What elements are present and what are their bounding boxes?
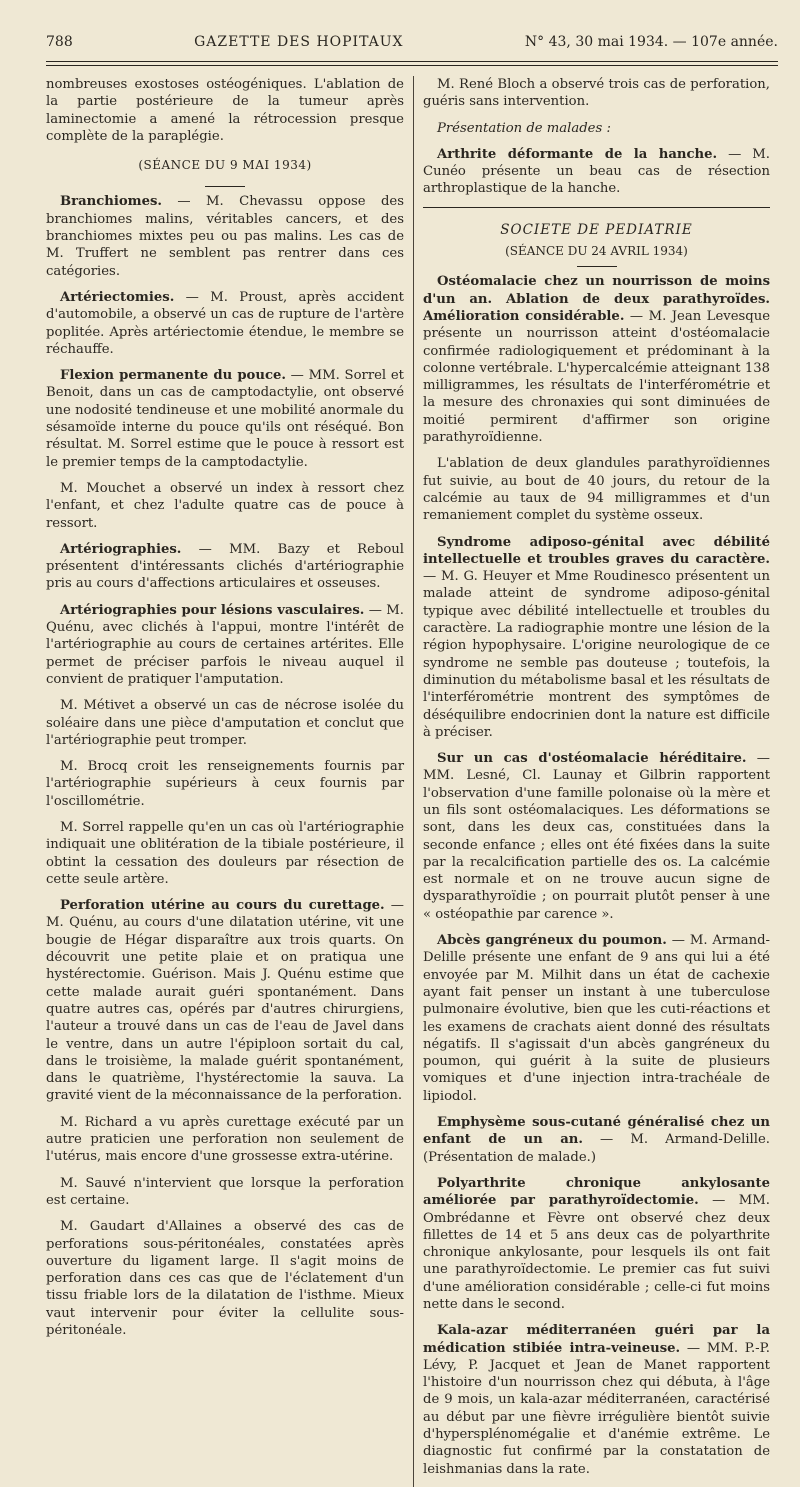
right-column xyxy=(413,76,770,1487)
paragraph-heading: Perforation utérine au cours du curettage. xyxy=(60,898,385,914)
paragraph-heading: Syndrome adiposo-génital avec débilité intellectuelle et troubles graves du caractère. xyxy=(423,534,770,567)
paragraph-text: — MM. Ombrédanne et Fèvre ont observé chez deux fillettes de 14 et 5 ans deux cas de polyarthrite chronique ankylosante, pour lesquels ils ont fait une parathyroïdectomie. Le premier cas fut suivi d'une amélioration considérable ; celle-ci fut moins nette dans le second. xyxy=(423,1193,770,1312)
paragraph xyxy=(46,897,404,1105)
paragraph-text: — MM. Lesné, Cl. Launay et Gilbrin rapportent l'observation d'une famille polonaise où la mère et un fils sont ostéomalaciques. Les déformations se sont, dans les deux cas, constituées dans la seconde enfance ; elles ont été fixées dans la suite par la recalcification partielle des os. La calcémie est normale et on ne trouve aucun signe de dysparathyroïdie ; on pourrait plutôt penser à une « ostéopathie par carence ». xyxy=(423,751,770,922)
paragraph-text: — M. Armand-Delille présente une enfant de 9 ans qui lui a été envoyée par M. Milhit dans un état de cachexie ayant fait penser un instant à une tuberculose pulmonaire évolutive, bien que les cuti-réactions et les examens de crachats aient donné des résultats négatifs. Il s'agissait d'un abcès gangréneux du poumon, qui guérit à la suite de plusieurs vomiques et d'une injection intra-trachéale de lipiodol. xyxy=(423,933,770,1104)
seance-heading: (SÉANCE DU 9 MAI 1934) xyxy=(138,158,312,173)
columns xyxy=(46,76,778,1487)
paragraph-heading: Sur un cas d'ostéomalacie héréditaire. xyxy=(437,751,747,767)
publication-title: GAZETTE DES HOPITAUX xyxy=(194,34,404,50)
page-header xyxy=(46,34,778,54)
paragraph-heading: Flexion permanente du pouce. xyxy=(60,368,286,384)
paragraph-text: — MM. Sorrel et Benoit, dans un cas de camptodactylie, ont observé une nodosité tendineuse et une mobilité anormale du sésamoïde interne du pouce qu'ils ont réséqué. Bon résultat. M. Sorrel estime que le pouce à ressort est le premier temps de la camptodactylie. xyxy=(46,368,404,470)
paragraph-heading: Artériographies. xyxy=(60,541,182,557)
paragraph-heading: Artériectomies. xyxy=(60,289,175,305)
paragraph: nombreuses exostoses ostéogéniques. L'ablation de la partie postérieure de la tumeur après laminectomie a amené la rétrocession presque complète de la paraplégie. xyxy=(46,77,404,144)
section-divider xyxy=(205,186,245,187)
paragraph-text: — M. Armand-Delille. (Présentation de malade.) xyxy=(423,1132,770,1165)
paragraph xyxy=(423,1175,770,1313)
paragraph: M. René Bloch a observé trois cas de perforation, guéris sans intervention. xyxy=(423,77,770,110)
paragraph-text: — M. Quénu, avec clichés à l'appui, montre l'intérêt de l'artériographie au cours de certaines artérites. Elle permet de préciser parfois le niveau auquel il convient de pratiquer l'amputation. xyxy=(46,602,404,687)
paragraph: M. Métivet a observé un cas de nécrose isolée du soléaire dans une pièce d'amputation et conclut que l'artériographie peut tromper. xyxy=(46,698,404,748)
paragraph xyxy=(423,1114,770,1166)
issue-info: N° 43, 30 mai 1934. — 107e année. xyxy=(524,34,778,50)
paragraph-heading: Abcès gangréneux du poumon. xyxy=(437,933,667,949)
left-column xyxy=(46,76,413,1487)
paragraph: M. Brocq croit les renseignements fournis par l'artériographie supérieurs à ceux fournis par l'oscillométrie. xyxy=(46,759,404,809)
paragraph-text: — M. Chevassu oppose des branchiomes malins, véritables cancers, et des branchiomes mixtes peu ou pas malins. Les cas de M. Truffert ne semblent pas rentrer dans ces catégories. xyxy=(46,194,404,279)
paragraph-text: — M. Cunéo présente un beau cas de résection arthroplastique de la hanche. xyxy=(423,146,770,197)
paragraph-text: — M. Proust, après accident d'automobile, a observé un cas de rupture de l'artère poplitée. Après artériectomie étendue, le membre se réchauffe. xyxy=(46,289,404,357)
page-number: 788 xyxy=(46,34,73,50)
paragraph xyxy=(423,534,770,742)
paragraph xyxy=(46,289,404,358)
paragraph xyxy=(423,146,770,198)
paragraph-subheading: Présentation de malades : xyxy=(437,120,611,136)
paragraph xyxy=(423,1322,770,1478)
paragraph-heading: Ostéomalacie chez un nourrisson de moins d'un an. Ablation de deux parathyroïdes. Amélioration considérable. xyxy=(423,274,770,324)
paragraph-heading: Emphysème sous-cutané généralisé chez un enfant de un an. xyxy=(423,1115,770,1148)
paragraph-heading: Polyarthrite chronique ankylosante améliorée par parathyroïdectomie. xyxy=(423,1175,770,1209)
paragraph: M. Sauvé n'intervient que lorsque la perforation est certaine. xyxy=(46,1175,404,1208)
paragraph: L'ablation de deux glandules parathyroïdiennes fut suivie, au bout de 40 jours, du retour de la calcémie au taux de 94 milligrammes et d'un remaniement complet du système osseux. xyxy=(423,456,770,524)
paragraph xyxy=(423,273,770,446)
paragraph xyxy=(46,367,404,471)
paragraph: M. Richard a vu après curettage exécuté par un autre praticien une perforation non seulement de l'utérus, mais encore d'une grossesse extra-utérine. xyxy=(46,1114,404,1165)
seance-heading: (SÉANCE DU 24 AVRIL 1934) xyxy=(505,244,688,259)
header-rule xyxy=(46,61,778,62)
paragraph-heading: Arthrite déformante de la hanche. xyxy=(437,146,718,162)
paragraph-heading: Branchiomes. xyxy=(60,194,163,210)
paragraph xyxy=(423,932,770,1105)
paragraph xyxy=(46,541,404,593)
paragraph xyxy=(46,602,404,688)
paragraph-text: — MM. P.-P. Lévy, P. Jacquet et Jean de Manet rapportent l'histoire d'un nourrisson chez qui débuta, à l'âge de 9 mois, un kala-azar méditerranéen, caractérisé au début par une fièvre irrégulière bientôt suivie d'hypersplénomégalie et d'anémie extrême. Le diagnostic fut confirmé par la constatation de leishmanias dans la rate. xyxy=(423,1340,771,1477)
paragraph: M. Gaudart d'Allaines a observé des cas de perforations sous-péritonéales, constatées après ouverture du ligament large. Il s'agit moins de perforation dans ces cas que de l'éclatement d'un tissu friable lors de la dilatation de l'isthme. Mieux vaut intervenir pour éviter la cellulite sous-péritonéale. xyxy=(46,1219,404,1338)
paragraph-text: — M. G. Heuyer et Mme Roudinesco présentent un malade atteint de syndrome adiposo-génital typique avec débilité intellectuelle et troubles du caractère. La radiographie montre une lésion de la région hypophysaire. L'origine neurologique de ce syndrome ne semble pas douteuse ; toutefois, la diminution du métabolisme basal et les résultats de l'interférométrie montrent des symptômes de déséquilibre endocrinien dont la nature est difficile à préciser. xyxy=(423,569,770,740)
paragraph-heading: Artériographies pour lésions vasculaires. xyxy=(60,602,365,618)
paragraph-text: — MM. Bazy et Reboul présentent d'intéressants clichés d'artériographie pris au cours d'affections articulaires et osseuses. xyxy=(46,541,404,592)
society-heading: SOCIETE DE PEDIATRIE xyxy=(500,221,693,238)
paragraph-text: — M. Quénu, au cours d'une dilatation utérine, vit une bougie de Hégar disparaître aux trois quarts. On découvrit une petite plaie et on pratiqua une hystérectomie. Guérison. Mais J. Quénu estime que cette malade aurait guéri spontanément. Dans quatre autres cas, opérés par d'autres chirurgiens, l'auteur a trouvé dans un cas de l'eau de Javel dans le ventre, dans un autre l'épiploon sortait du cal, dans le troisième, la malade guérit spontanément, dans le quatrième, l'hystérectomie la sauva. La gravité vient de la méconnaissance de la perforation. xyxy=(46,898,404,1104)
paragraph-heading: Kala-azar méditerranéen guéri par la médication stibiée intra-veineuse. xyxy=(423,1323,770,1356)
paragraph-text: — M. Jean Levesque présente un nourrisson atteint d'ostéomalacie confirmée radiologiquement et prédominant à la colonne vertébrale. L'hypercalcémie atteignant 138 milligrammes, les résultats de l'interférométrie et la mesure des chronaxies qui sont diminuées de moitié permirent d'affirmer son origine parathyroïdienne. xyxy=(423,308,771,446)
paragraph xyxy=(423,750,770,923)
paragraph: M. Mouchet a observé un index à ressort chez l'enfant, et chez l'adulte quatre cas de pouce à ressort. xyxy=(46,480,404,531)
header-rule-thin xyxy=(46,65,778,66)
section-rule xyxy=(423,207,770,208)
paragraph: M. Sorrel rappelle qu'en un cas où l'artériographie indiquait une oblitération de la tibiale postérieure, il obtint la cessation des douleurs par résection de cette seule artère. xyxy=(46,819,404,887)
paragraph xyxy=(46,193,404,279)
section-divider xyxy=(577,266,617,267)
